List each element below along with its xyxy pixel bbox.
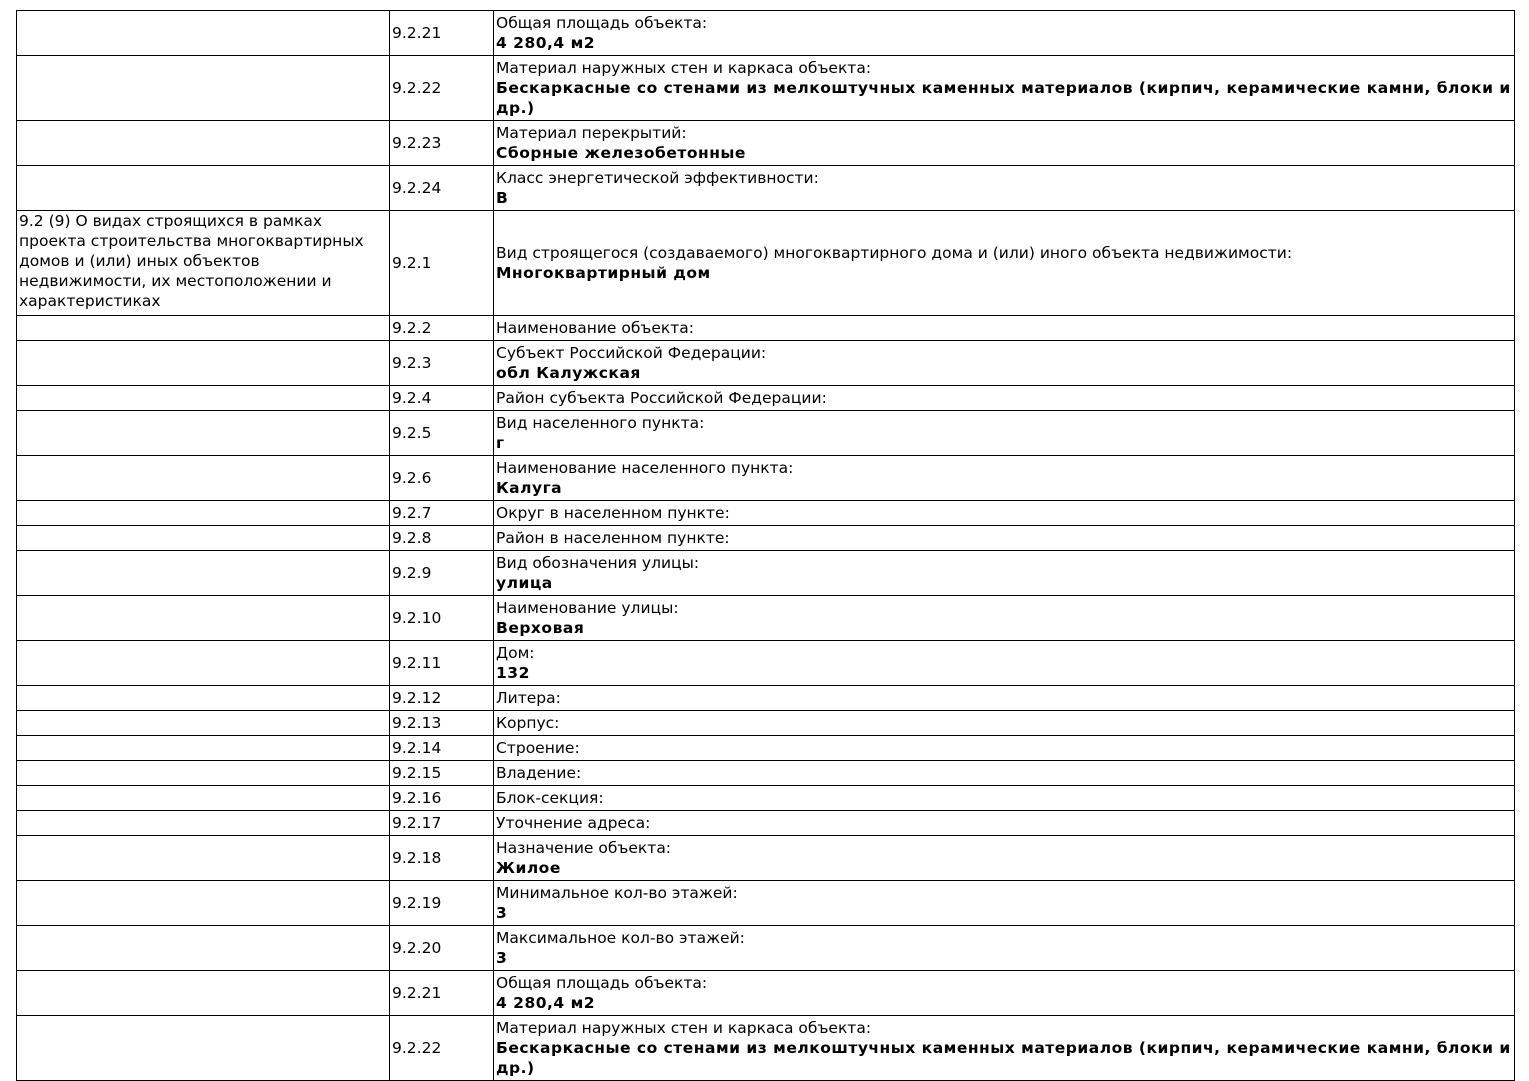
table-row [17,551,1515,596]
item-number: 9.2.5 [390,411,494,456]
table-row [17,761,1515,786]
field-label: Район субъекта Российской Федерации: [496,389,827,407]
section-cell [17,836,390,881]
item-description [494,411,1515,456]
item-number: 9.2.4 [390,386,494,411]
field-label: Наименование населенного пункта: [496,459,794,477]
field-label: Вид обозначения улицы: [496,554,700,572]
table-row [17,926,1515,971]
section-cell [17,456,390,501]
item-number: 9.2.14 [390,736,494,761]
field-label: Материал наружных стен и каркаса объекта: [496,1019,872,1037]
item-description [494,596,1515,641]
section-cell: 9.2 (9) О видах строящихся в рамках проекта строительства многоквартирных домов и (или) иных объектов недвижимости, их местоположении и характеристиках [17,211,390,316]
section-cell [17,711,390,736]
item-description [494,456,1515,501]
declaration-table [16,10,1515,1081]
field-label: Владение: [496,764,582,782]
item-description [494,926,1515,971]
field-value: 3 [496,949,508,967]
item-description [494,166,1515,211]
field-label: Материал перекрытий: [496,124,687,142]
item-number: 9.2.12 [390,686,494,711]
field-value: Бескаркасные со стенами из мелкоштучных каменных материалов (кирпич, керамические камни, блоки и др.) [496,1039,1511,1077]
item-description [494,811,1515,836]
item-number: 9.2.22 [390,1016,494,1081]
field-label: Минимальное кол-во этажей: [496,884,738,902]
field-label: Литера: [496,689,561,707]
item-number: 9.2.3 [390,341,494,386]
section-cell [17,926,390,971]
table-row [17,501,1515,526]
field-label: Блок-секция: [496,789,604,807]
item-description [494,736,1515,761]
item-number: 9.2.13 [390,711,494,736]
item-number: 9.2.22 [390,56,494,121]
field-value: Верховая [496,619,585,637]
table-row [17,596,1515,641]
item-description [494,971,1515,1016]
field-value: Многоквартирный дом [496,264,711,282]
item-description [494,211,1515,316]
section-cell [17,811,390,836]
item-description [494,551,1515,596]
item-description [494,56,1515,121]
field-label: Вид строящегося (создаваемого) многоквартирного дома и (или) иного объекта недвижимости: [496,244,1293,262]
section-cell [17,641,390,686]
field-value: 4 280,4 м2 [496,994,596,1012]
field-value: г [496,434,505,452]
section-cell [17,971,390,1016]
item-description [494,686,1515,711]
item-description [494,1016,1515,1081]
field-value: 132 [496,664,530,682]
section-cell [17,761,390,786]
table-row [17,786,1515,811]
section-cell [17,11,390,56]
field-label: Максимальное кол-во этажей: [496,929,745,947]
field-label: Субъект Российской Федерации: [496,344,767,362]
section-cell [17,881,390,926]
table-row [17,1016,1515,1081]
section-cell [17,411,390,456]
item-number: 9.2.21 [390,971,494,1016]
table-row [17,11,1515,56]
table-body [17,11,1515,1081]
table-row [17,641,1515,686]
section-cell [17,166,390,211]
section-cell [17,121,390,166]
item-description [494,836,1515,881]
field-label: Район в населенном пункте: [496,529,730,547]
item-description [494,786,1515,811]
item-number: 9.2.8 [390,526,494,551]
field-label: Наименование объекта: [496,319,695,337]
field-label: Назначение объекта: [496,839,672,857]
item-number: 9.2.2 [390,316,494,341]
item-number: 9.2.20 [390,926,494,971]
item-description [494,761,1515,786]
item-description [494,641,1515,686]
item-description [494,341,1515,386]
item-number: 9.2.19 [390,881,494,926]
item-description [494,316,1515,341]
table-row [17,881,1515,926]
field-label: Строение: [496,739,580,757]
field-value: Калуга [496,479,563,497]
section-cell [17,551,390,596]
item-number: 9.2.23 [390,121,494,166]
field-value: Бескаркасные со стенами из мелкоштучных каменных материалов (кирпич, керамические камни, блоки и др.) [496,79,1511,117]
field-value: обл Калужская [496,364,641,382]
item-number: 9.2.10 [390,596,494,641]
item-number: 9.2.17 [390,811,494,836]
section-cell [17,501,390,526]
table-row [17,411,1515,456]
item-number: 9.2.9 [390,551,494,596]
field-label: Корпус: [496,714,560,732]
table-row [17,316,1515,341]
field-label: Наименование улицы: [496,599,679,617]
item-number: 9.2.7 [390,501,494,526]
item-description [494,881,1515,926]
item-number: 9.2.16 [390,786,494,811]
section-cell [17,736,390,761]
table-row [17,686,1515,711]
item-description [494,11,1515,56]
item-number: 9.2.15 [390,761,494,786]
field-value: Жилое [496,859,561,877]
table-row [17,971,1515,1016]
section-cell [17,341,390,386]
item-number: 9.2.18 [390,836,494,881]
table-row [17,836,1515,881]
field-label: Материал наружных стен и каркаса объекта: [496,59,872,77]
field-label: Класс энергетической эффективности: [496,169,819,187]
table-row [17,526,1515,551]
section-cell [17,526,390,551]
item-description [494,711,1515,736]
field-value: Сборные железобетонные [496,144,746,162]
field-label: Округ в населенном пункте: [496,504,730,522]
item-number: 9.2.21 [390,11,494,56]
table-row [17,341,1515,386]
item-number: 9.2.6 [390,456,494,501]
field-label: Вид населенного пункта: [496,414,705,432]
table-row [17,56,1515,121]
section-cell [17,316,390,341]
section-cell [17,686,390,711]
table-row [17,211,1515,316]
field-value: В [496,189,509,207]
field-value: улица [496,574,553,592]
section-cell [17,386,390,411]
field-label: Дом: [496,644,535,662]
field-value: 3 [496,904,508,922]
item-description [494,386,1515,411]
field-label: Общая площадь объекта: [496,14,708,32]
item-description [494,501,1515,526]
section-cell [17,786,390,811]
section-cell [17,1016,390,1081]
item-number: 9.2.11 [390,641,494,686]
section-cell [17,56,390,121]
field-label: Общая площадь объекта: [496,974,708,992]
section-cell [17,596,390,641]
field-value: 4 280,4 м2 [496,34,596,52]
table-row [17,811,1515,836]
item-number: 9.2.24 [390,166,494,211]
table-row [17,736,1515,761]
item-number: 9.2.1 [390,211,494,316]
table-row [17,711,1515,736]
table-row [17,456,1515,501]
item-description [494,121,1515,166]
table-row [17,166,1515,211]
table-row [17,386,1515,411]
table-row [17,121,1515,166]
field-label: Уточнение адреса: [496,814,651,832]
item-description [494,526,1515,551]
